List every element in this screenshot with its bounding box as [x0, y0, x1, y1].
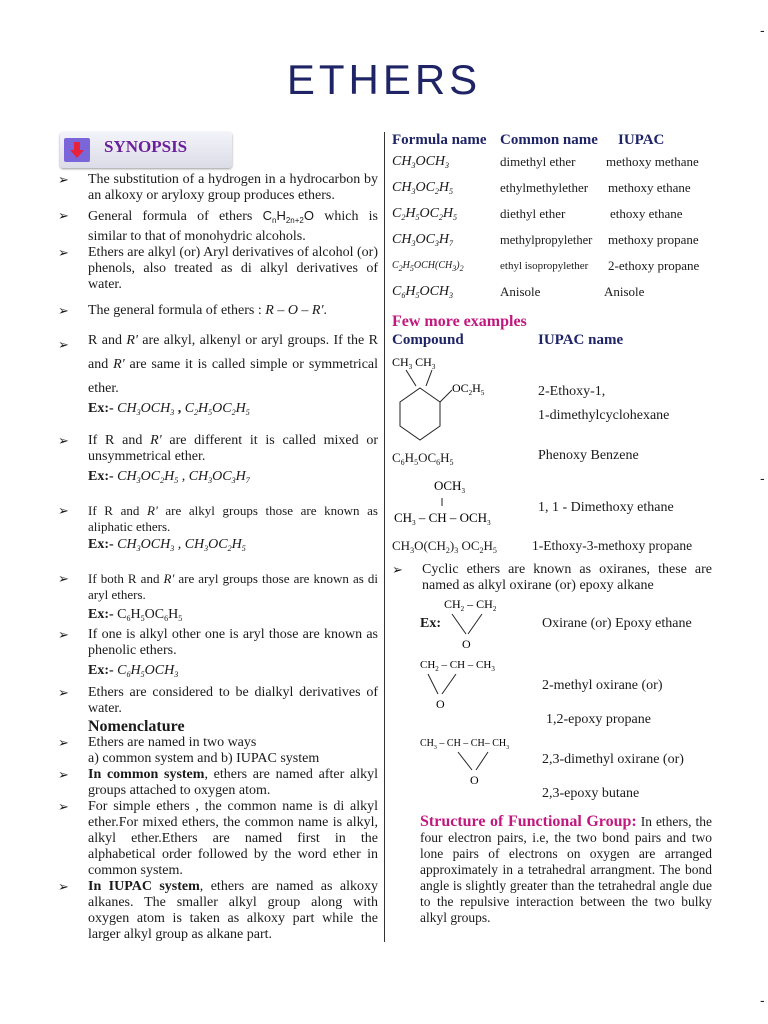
structure-heading: Structure of Functional Group:	[420, 813, 637, 830]
example-symmetrical: Ex:- $CH_3OCH_3$ , $C_2H_5OC_2H_5$	[88, 401, 250, 417]
bullet-icon: ➢	[58, 303, 69, 318]
corner-mark-top: -	[760, 22, 765, 38]
methyloxirane-name-2: 1,2-epoxy propane	[546, 712, 651, 727]
svg-text:O: O	[436, 697, 445, 711]
synopsis-point-4: ➢ The general formula of ethers : R – O – R'.	[58, 303, 327, 318]
synopsis-label: SYNOPSIS	[104, 137, 188, 156]
nomenclature-heading: Nomenclature	[88, 718, 185, 735]
table-row: $CH_3OC_3H_7$ methylpropylether methoxy propane	[392, 232, 699, 248]
synopsis-point-2: ➢ General formula of ethers $C_nH_{2n+2}O$ which is similar to that of monohydric alcohols.	[58, 208, 379, 244]
example-methyloxirane: $CH_2$ – CH – $CH_3$ O 2-methyl oxirane (or)	[392, 656, 712, 716]
svg-text:O: O	[470, 773, 479, 787]
svg-text:CH2 – CH – CH3: $CH_2$ – CH – $CH_3$	[420, 659, 495, 673]
table-row: $CH_3OC_2H_5$ ethylmethylether methoxy ethane	[392, 180, 691, 196]
nomenclature-point-2: ➢ In common system, ethers are named after alkyl groups attached to oxygen atom.	[58, 767, 378, 798]
column-divider	[384, 132, 385, 942]
example-dimethoxyethane: $OCH_3$ $CH_3$ – CH – $OCH_3$ 1, 1 - Dimethoxy ethane	[392, 478, 712, 530]
nomenclature-point-4: ➢ In IUPAC system, ethers are named as alkoxy alkanes. The smaller alkyl group along with oxygen atom is taken as alkoxy part while the larger alkyl group as alkane part.	[58, 879, 378, 942]
naming-table-header: Formula name Common name IUPAC	[392, 132, 665, 148]
bullet-icon: ➢	[58, 208, 69, 223]
dimethoxyethane-structure	[392, 478, 532, 530]
nomenclature-systems: a) common system and b) IUPAC system	[88, 751, 320, 766]
bullet-icon: ➢	[58, 245, 69, 260]
synopsis-point-1: ➢ The substitution of a hydrogen in a hydrocarbon by an alkoxy or aryloxy group produces ethers.	[58, 172, 378, 203]
svg-text:CH3 – CH – CH– CH3: $CH_3$ – CH – CH– $CH_3$	[420, 738, 510, 751]
page-title: ETHERS	[286, 56, 482, 103]
example-diaryl: Ex:- $C_6H_5OC_6H_5$	[88, 607, 183, 623]
bullet-icon: ➢	[58, 503, 69, 518]
dimethyloxirane-name-2: 2,3-epoxy butane	[542, 786, 640, 801]
example-aliphatic: Ex:- $CH_3OCH_3$ , $CH_3OC_2H_5$	[88, 537, 246, 553]
bullet-icon: ➢	[58, 172, 69, 187]
corner-mark-middle: -	[760, 470, 765, 486]
synopsis-badge	[60, 132, 232, 168]
svg-text:CH3 CH3: $CH_3$ $CH_3$	[392, 355, 436, 371]
examples-heading: Few more examples	[392, 313, 527, 330]
svg-text:CH2 – CH2: $CH_2 - CH_2$	[444, 597, 497, 613]
methyloxirane-structure	[392, 656, 532, 716]
synopsis-point-6: ➢ If R and R' are different it is called mixed or unsymmetrical ether.	[58, 433, 378, 464]
bullet-icon: ➢	[58, 735, 69, 750]
synopsis-point-7: ➢ If R and R' are alkyl groups those are known as aliphatic ethers.	[58, 503, 378, 534]
bullet-icon: ➢	[58, 433, 69, 448]
oxirane-point: ➢ Cyclic ethers are known as oxiranes, these are named as alkyl oxirane (or) epoxy alkane	[392, 562, 712, 593]
example-dimethyloxirane: $CH_3$ – CH – CH– $CH_3$ O 2,3-dimethyl oxirane (or)	[392, 734, 712, 790]
example-ethoxymethoxypropane: $CH_3O(CH_2)_3$ $OC_2H_5$ 1-Ethoxy-3-methoxy propane	[392, 538, 693, 555]
bullet-icon: ➢	[58, 799, 69, 814]
synopsis-point-8: ➢ If both R and R' are aryl groups those are known as di aryl ethers.	[58, 571, 378, 602]
table-row: $C_6H_5OCH_3$ Anisole Anisole	[392, 284, 645, 300]
examples-header: Compound IUPAC name	[392, 332, 624, 348]
svg-text:OCH3: $OCH_3$	[434, 478, 465, 495]
bullet-icon: ➢	[58, 767, 69, 782]
example-cyclohexane: $CH_3$ $CH_3$ $OC_2H_5$ 2-Ethoxy-1, 1-dimethylcyclohexane	[392, 352, 712, 444]
bullet-icon: ➢	[58, 627, 69, 642]
example-phenolic: Ex:- $C_6H_5OCH_3$	[88, 663, 179, 679]
example-mixed: Ex:- $CH_3OC_2H_5$ , $CH_3OC_3H_7$	[88, 469, 250, 485]
synopsis-point-3: ➢ Ethers are alkyl (or) Aryl derivatives of alcohol (or) phenols, also treated as di alkyl derivatives of water.	[58, 245, 379, 292]
oxirane-structure	[392, 594, 532, 652]
arrow-down-icon	[64, 138, 90, 162]
nomenclature-point-1: ➢ Ethers are named in two ways	[58, 735, 257, 750]
corner-mark-bottom: -	[760, 992, 765, 1008]
right-column	[392, 132, 712, 926]
table-row: $C_2H_5OC_2H_5$ diethyl ether ethoxy ethane	[392, 206, 683, 222]
synopsis-point-9: ➢ If one is alkyl other one is aryl those are known as phenolic ethers.	[58, 627, 378, 658]
dimethylcyclohexane-structure	[392, 352, 522, 444]
left-column	[58, 132, 378, 943]
structure-paragraph: Structure of Functional Group: In ethers, the four electron pairs, i.e, the two bond pairs and two lone pairs of electrons on oxygen are arranged approximately in a tetrahedral arrangment. The bond angle is slightly greater than the tetrahedral angle due to the repulsive interaction between the two bulky alkyl groups.	[420, 813, 713, 925]
bullet-icon: ➢	[392, 562, 403, 577]
synopsis-point-10: ➢ Ethers are considered to be dialkyl derivatives of water.	[58, 685, 378, 716]
dimethyloxirane-structure	[392, 734, 542, 790]
table-row: $C_2H_5OCH(CH_3)_2$ ethyl isopropylether 2-ethoxy propane	[392, 258, 700, 273]
nomenclature-point-3: ➢ For simple ethers , the common name is di alkyl ether.For mixed ethers, the common name is alkyl, alkyl ether.Ethers are named first in the alphabetical order followed by the word ether in common system.	[58, 799, 378, 878]
example-phenoxybenzene: $C_6H_5OC_6H_5$ Phenoxy Benzene	[392, 448, 639, 467]
bullet-icon: ➢	[58, 337, 69, 352]
bullet-icon: ➢	[58, 685, 69, 700]
svg-text:OC2H5: $OC_2H_5$	[452, 381, 485, 397]
svg-text:CH3 – CH – OCH3: $CH_3$ – CH – $OCH_3$	[394, 510, 491, 527]
synopsis-point-5: ➢ R and R' are alkyl, alkenyl or aryl groups. If the R and R' are same it is called simple or symmetrical ether.	[58, 333, 379, 396]
table-row: $CH_3OCH_3$ dimethyl ether methoxy methane	[392, 154, 699, 170]
example-oxirane: $CH_2 - CH_2$ O Ex: Oxirane (or) Epoxy ethane	[392, 594, 712, 652]
svg-text:O: O	[462, 637, 471, 651]
bullet-icon: ➢	[58, 879, 69, 894]
bullet-icon: ➢	[58, 571, 69, 586]
